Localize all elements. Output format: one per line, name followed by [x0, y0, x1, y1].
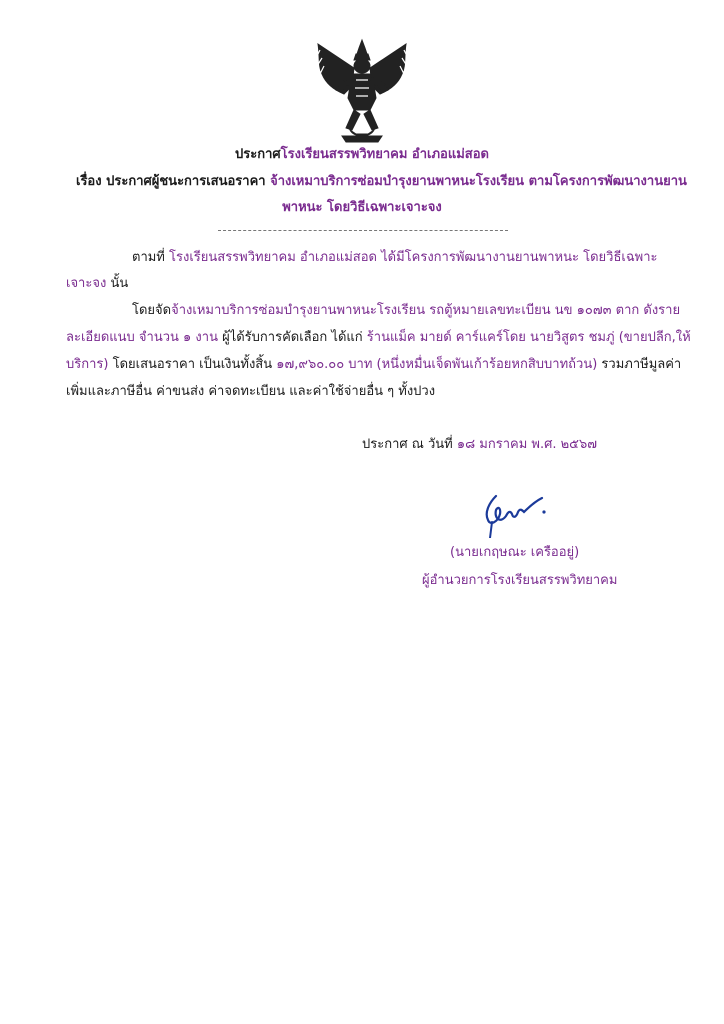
- subject-line-1: [76, 173, 687, 191]
- p2-selected-label: ผู้ได้รับการคัดเลือก ได้แก่: [217, 330, 367, 345]
- signer-name: (นายเกฤษณะ เครืออยู่): [450, 545, 580, 560]
- p2-price-label: โดยเสนอราคา เป็นเงินทั้งสิ้น: [108, 357, 277, 372]
- paragraph-2-line-1: [132, 302, 680, 320]
- p2-vendor-type: บริการ): [66, 357, 109, 372]
- p2-quantity: ละเอียดแนบ จำนวน ๑ งาน: [66, 330, 218, 345]
- p2-vat: รวมภาษีมูลค่า: [597, 357, 682, 372]
- paragraph-2-line-4: [66, 383, 435, 401]
- subject-text-1: จ้างเหมาบริการซ่อมบำรุงยานพาหนะโรงเรียน ตามโครงการพัฒนางานยาน: [270, 174, 687, 189]
- announcement-date: [362, 436, 597, 454]
- signature-icon: [470, 488, 550, 538]
- p2-service: จ้างเหมาบริการซ่อมบำรุงยานพาหนะโรงเรียน รถตู้หมายเลขทะเบียน นข ๑๐๗๓ ตาก ดังราย: [171, 303, 681, 318]
- title-school: โรงเรียนสรรพวิทยาคม อำเภอแม่สอด: [280, 147, 489, 162]
- p2-expenses: เพิ่มและภาษีอื่น ค่าขนส่ง ค่าจดทะเบียน และค่าใช้จ่ายอื่น ๆ ทั้งปวง: [66, 384, 436, 399]
- p1-end: นั้น: [106, 276, 129, 291]
- p1-school: โรงเรียนสรรพวิทยาคม อำเภอแม่สอด: [169, 250, 377, 265]
- title-prefix: ประกาศ: [235, 147, 281, 162]
- p2-price: ๑๗,๙๖๐.๐๐ บาท (หนึ่งหมื่นเจ็ดพันเก้าร้อยหกสิบบาทถ้วน): [276, 357, 598, 372]
- subject-label: เรื่อง ประกาศผู้ชนะการเสนอราคา: [76, 174, 266, 189]
- paragraph-1-line-2: [66, 275, 128, 293]
- p2-part-a: โดยจัด: [132, 303, 172, 318]
- p1-part-a: ตามที่: [132, 250, 170, 265]
- paragraph-2-line-3: [66, 356, 681, 374]
- date-value: ๑๘ มกราคม พ.ศ. ๒๕๖๗: [456, 437, 598, 452]
- date-label: ประกาศ ณ วันที่: [362, 437, 457, 452]
- announcement-title: [0, 146, 724, 164]
- p1-project: ได้มีโครงการพัฒนางานยานพาหนะ โดยวิธีเฉพาะ: [376, 250, 658, 265]
- paragraph-2-line-2: [66, 329, 691, 347]
- garuda-emblem-icon: [312, 38, 412, 146]
- subject-line-2: พาหนะ โดยวิธีเฉพาะเจาะจง: [282, 200, 442, 215]
- p2-vendor: ร้านแม็ค มายด์ คาร์แคร์โดย นายวิสูตร ชมภู่ (ขายปลีก,ให้: [366, 330, 691, 345]
- signer-title: ผู้อำนวยการโรงเรียนสรรพวิทยาคม: [422, 573, 618, 588]
- paragraph-1-line-1: [132, 249, 658, 267]
- p1-method-end: เจาะจง: [66, 276, 107, 291]
- separator-line: [218, 230, 508, 231]
